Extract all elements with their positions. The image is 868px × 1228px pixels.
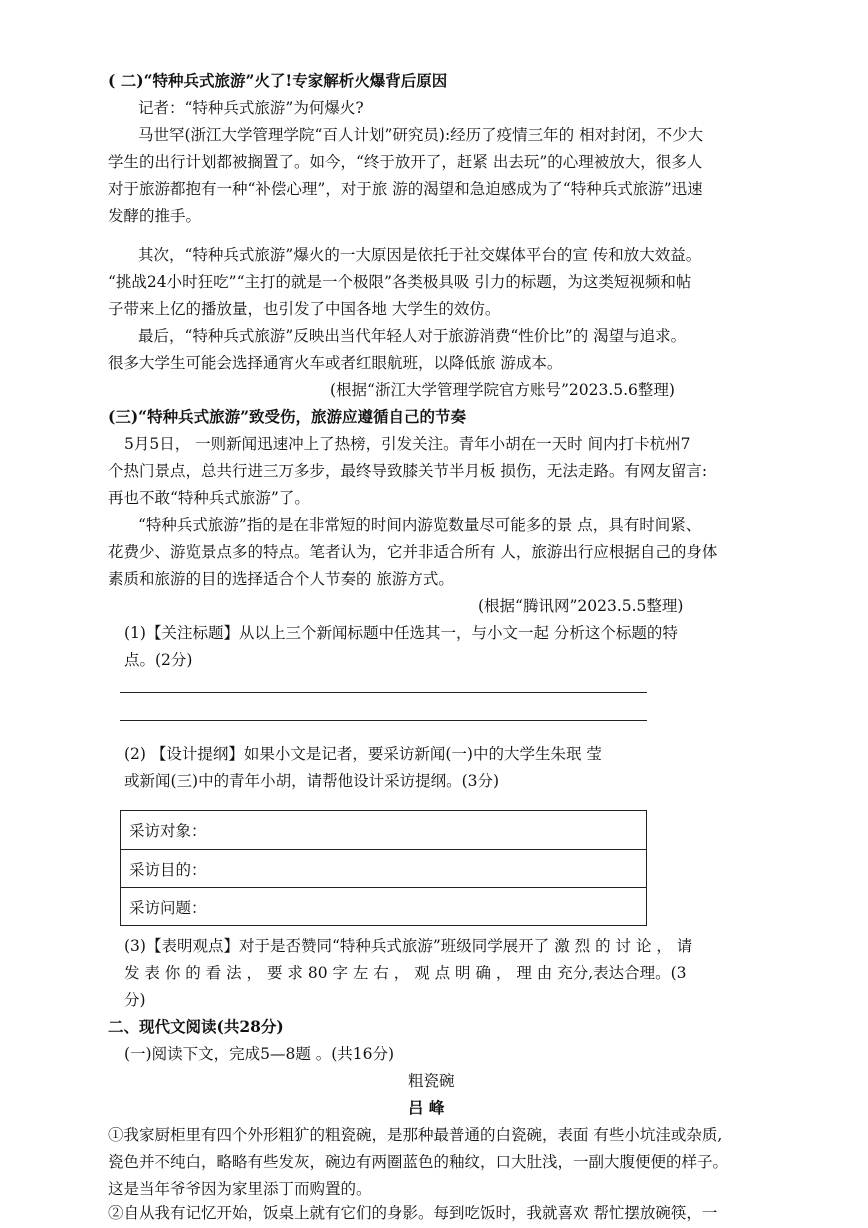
- paragraph-line: 马世罕(浙江大学管理学院“百人计划”研究员):经历了疫情三年的 相对封闭，不少大: [138, 126, 704, 144]
- article-title: 粗瓷碗: [408, 1072, 455, 1090]
- question-1-score: 点。(2分): [124, 651, 193, 669]
- table-row-label: 采访目的：: [129, 861, 207, 879]
- source-note: (根据“浙江大学管理学院官方账号”2023.5.6整理): [330, 381, 675, 399]
- table-row-purpose[interactable]: [121, 849, 646, 887]
- article-author: 吕 峰: [408, 1098, 445, 1117]
- paragraph-line: 花费少、游览景点多的特点。笔者认为，它并非适合所有 人，旅游出行应根据自己的身体: [108, 543, 718, 561]
- question-3-line-3: 分): [124, 991, 146, 1009]
- paragraph-line: 子带来上亿的播放量，也引发了中国各地 大学生的效仿。: [108, 300, 501, 318]
- article-paragraph-line: ②自从我有记忆开始，饭桌上就有它们的身影。每到吃饭时，我就喜欢 帮忙摆放碗筷，一: [108, 1204, 718, 1222]
- paragraph-line: 对于旅游都抱有一种“补偿心理”，对于旅 游的渴望和急迫感成为了“特种兵式旅游”迅速: [108, 180, 703, 198]
- section-3-title: (三)“特种兵式旅游”致受伤，旅游应遵循自己的节奏: [108, 407, 467, 426]
- question-3: (3)【表明观点】对于是否赞同“特种兵式旅游”班级同学展开了 激 烈 的 讨 论 ， 请: [124, 937, 693, 955]
- article-paragraph-line: 这是当年爷爷因为家里添丁而购置的。: [108, 1180, 372, 1198]
- section-heading: 二、现代文阅读(共28分): [108, 1017, 284, 1036]
- reading-instruction: (一)阅读下文，完成5—8题 。(共16分): [124, 1045, 395, 1063]
- reporter-question: 记者：“特种兵式旅游”为何爆火?: [138, 99, 364, 117]
- table-row-label: 采访对象：: [129, 822, 207, 840]
- answer-line[interactable]: [120, 720, 647, 721]
- table-row-questions[interactable]: [121, 887, 646, 925]
- source-note: (根据“腾讯网”2023.5.5整理): [478, 597, 684, 615]
- paragraph-line: 5月5日， 一则新闻迅速冲上了热榜，引发关注。青年小胡在一天时 间内打卡杭州7: [124, 435, 691, 453]
- answer-line[interactable]: [120, 692, 647, 693]
- paragraph-line: “挑战24小时狂吃”“主打的就是一个极限”各类极具吸 引力的标题，为这类短视频和帖: [108, 273, 692, 291]
- paragraph-line: 学生的出行计划都被搁置了。如今，“终于放开了，赶紧 出去玩”的心理被放大，很多人: [108, 153, 703, 171]
- interview-outline-table: [120, 810, 647, 926]
- paragraph-line: 个热门景点，总共行进三万多步，最终导致膝关节半月板 损伤，无法走路。有网友留言:: [108, 462, 708, 480]
- section-2-title: ( 二)“特种兵式旅游”火了!专家解析火爆背后原因: [108, 71, 448, 90]
- paragraph-line: 素质和旅游的目的选择适合个人节奏的 旅游方式。: [108, 570, 454, 588]
- question-1: (1)【关注标题】从以上三个新闻标题中任选其一，与小文一起 分析这个标题的特: [124, 624, 678, 642]
- paragraph-line: 最后，“特种兵式旅游”反映出当代年轻人对于旅游消费“性价比”的 渴望与追求。: [138, 327, 687, 345]
- table-row-interviewee[interactable]: [121, 811, 646, 849]
- table-row-label: 采访问题：: [129, 899, 207, 917]
- article-paragraph-line: 瓷色并不纯白，略略有些发灰，碗边有两圈蓝色的釉纹，口大肚浅，一副大腹便便的样子。: [108, 1153, 729, 1171]
- question-2-line-2: 或新闻(三)中的青年小胡，请帮他设计采访提纲。(3分): [124, 772, 500, 790]
- question-2: (2) 【设计提纲】如果小文是记者，要采访新闻(一)中的大学生朱珉 莹: [124, 745, 602, 763]
- paragraph-line: 其次，“特种兵式旅游”爆火的一大原因是依托于社交媒体平台的宣 传和放大效益。: [138, 246, 702, 264]
- paragraph-line: 再也不敢“特种兵式旅游”了。: [108, 489, 310, 507]
- article-paragraph-line: ①我家厨柜里有四个外形粗犷的粗瓷碗，是那种最普通的白瓷碗，表面 有些小坑洼或杂质,: [108, 1126, 723, 1144]
- paragraph-line: “特种兵式旅游”指的是在非常短的时间内游览数量尽可能多的景 点，具有时间紧、: [138, 516, 702, 534]
- paragraph-line: 发酵的推手。: [108, 207, 202, 225]
- paragraph-line: 很多大学生可能会选择通宵火车或者红眼航班，以降低旅 游成本。: [108, 354, 563, 372]
- question-3-line-2: 发 表 你 的 看 法 ， 要 求 80 字 左 右 ， 观 点 明 确 ， 理 由 充分,表达合理。(3: [124, 964, 687, 982]
